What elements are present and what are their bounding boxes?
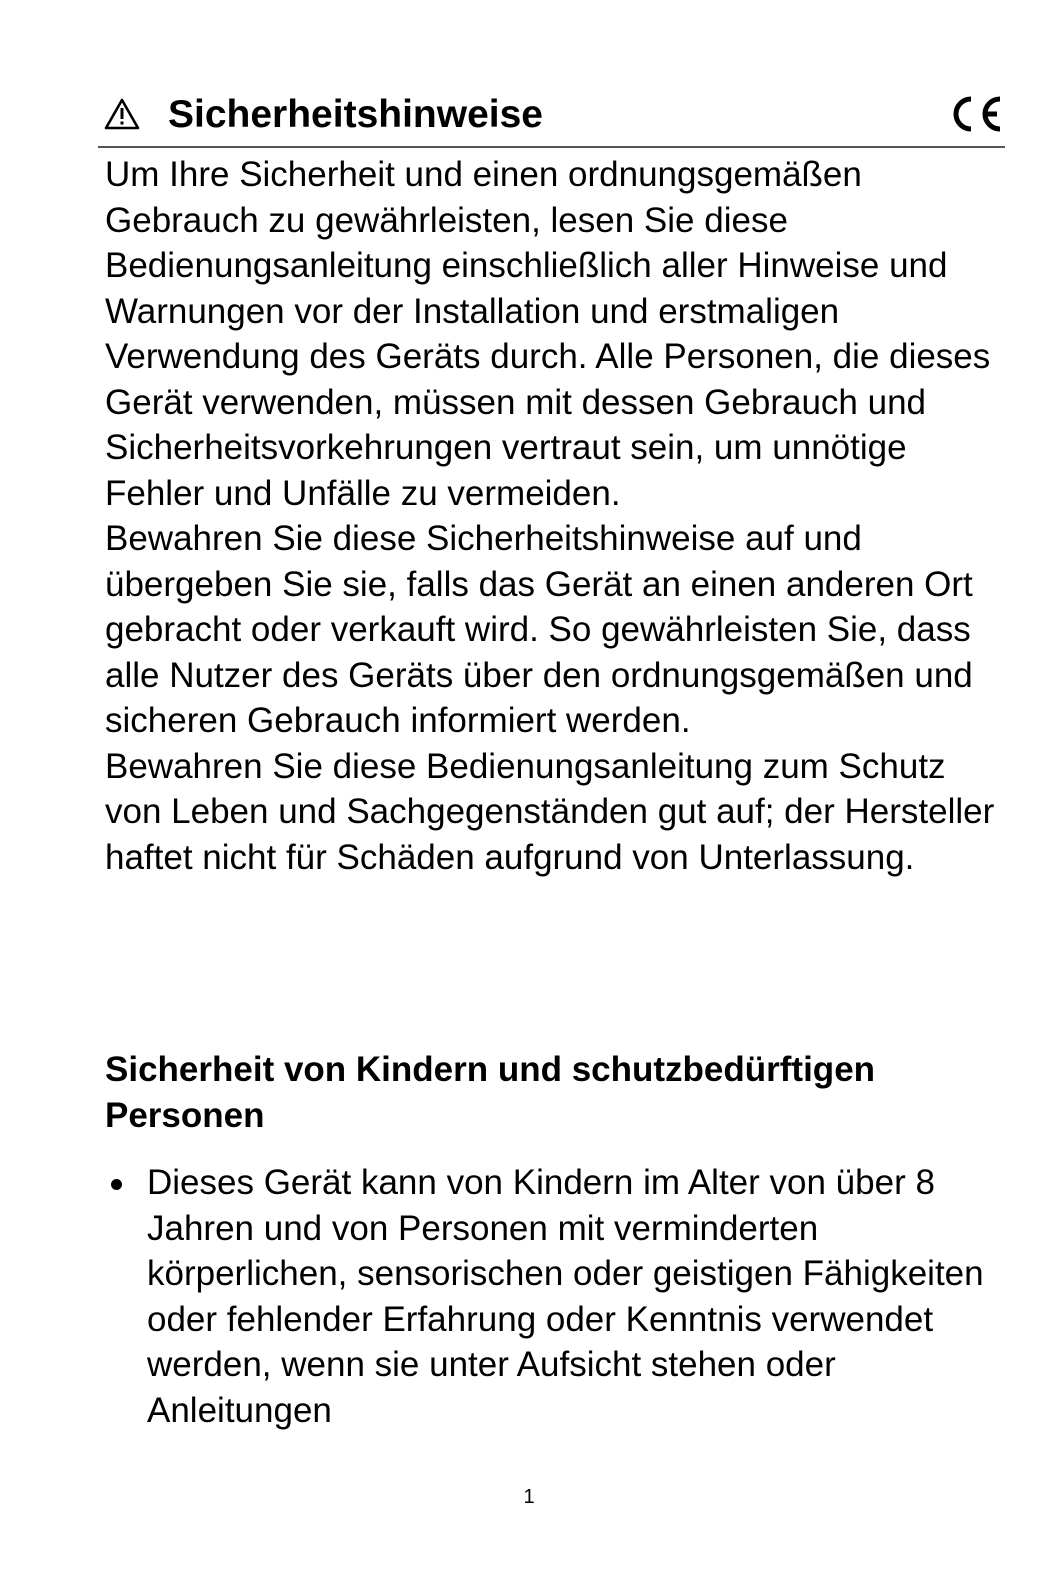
page-number: 1 — [523, 1486, 535, 1508]
list-item — [105, 1160, 1005, 1433]
section-header — [98, 92, 1005, 148]
safety-bullet-list — [105, 1160, 1005, 1433]
section-heading: Sicherheit von Kindern und schutzbedürftigen Personen — [105, 1050, 876, 1135]
page-title: Sicherheitshinweise — [168, 93, 543, 136]
intro-paragraph: Bewahren Sie diese Sicherheitshinweise auf und übergeben Sie sie, falls das Gerät an einen anderen Ort gebracht oder verkauft wird. So gewährleisten Sie, dass alle Nutzer des Geräts über den ordnungsgemäßen und sicheren Gebrauch informiert werden. — [105, 519, 973, 740]
intro-text — [105, 152, 1005, 880]
bullet-icon — [111, 1179, 122, 1190]
intro-paragraph: Bewahren Sie diese Bedienungsanleitung zum Schutz von Leben und Sachgegenständen gut auf; der Hersteller haftet nicht für Schäden aufgrund von Unterlassung. — [105, 746, 995, 877]
ce-mark-icon — [947, 94, 1003, 134]
list-item-text: Dieses Gerät kann von Kindern im Alter von über 8 Jahren und von Personen mit verminderten körperlichen, sensorischen oder geistigen Fähigkeiten oder fehlender Erfahrung oder Kenntnis verwendet werden, wenn sie unter Aufsicht stehen oder Anleitungen — [147, 1163, 984, 1430]
intro-paragraph: Um Ihre Sicherheit und einen ordnungsgemäßen Gebrauch zu gewährleisten, lesen Sie diese Bedienungsanleitung einschließlich aller Hinweise und Warnungen vor der Installation und erstmaligen Verwendung des Geräts durch. Alle Personen, die dieses Gerät verwenden, müssen mit dessen Gebrauch und Sicherheitsvorkehrungen vertraut sein, um unnötige Fehler und Unfälle zu vermeiden. — [105, 155, 991, 513]
warning-triangle-icon — [104, 98, 140, 130]
